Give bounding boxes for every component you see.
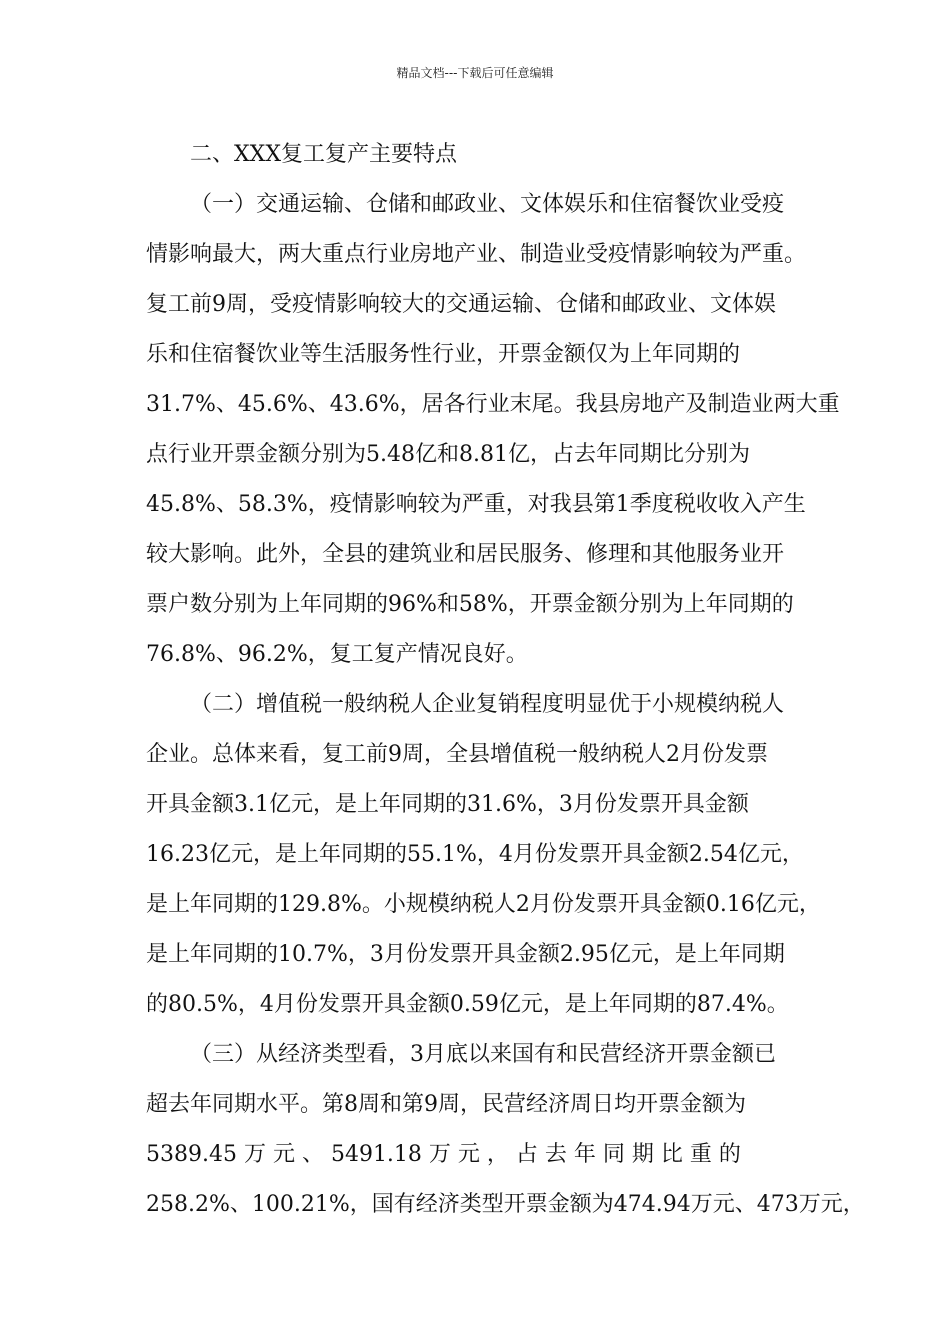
paragraph-line: 开具金额3.1亿元，是上年同期的31.6%，3月份发票开具金额: [146, 792, 749, 817]
paragraph-line: 企业。总体来看，复工前9周，全县增值税一般纳税人2月份发票: [146, 742, 768, 767]
paragraph-line: 复工前9周，受疫情影响较大的交通运输、仓储和邮政业、文体娱: [146, 292, 776, 317]
paragraph-line: 16.23亿元，是上年同期的55.1%，4月份发票开具金额2.54亿元，: [146, 842, 804, 867]
paragraph-line: 点行业开票金额分别为5.48亿和8.81亿，占去年同期比分别为: [146, 442, 750, 467]
paragraph-line: 是上年同期的129.8%。小规模纳税人2月份发票开具金额0.16亿元，: [146, 892, 821, 917]
paragraph-line: 的80.5%，4月份发票开具金额0.59亿元，是上年同期的87.4%。: [146, 992, 789, 1017]
paragraph-line: 5389.45 万 元 、 5491.18 万 元 ， 占 去 年 同 期 比 重 的: [146, 1142, 741, 1167]
paragraph-line: 76.8%、96.2%，复工复产情况良好。: [146, 642, 528, 667]
section-heading: 二、XXX复工复产主要特点: [190, 142, 457, 167]
paragraph-line: 票户数分别为上年同期的96%和58%，开票金额分别为上年同期的: [146, 592, 794, 617]
paragraph-line: （二）增值税一般纳税人企业复销程度明显优于小规模纳税人: [190, 692, 785, 717]
paragraph-line: 是上年同期的10.7%，3月份发票开具金额2.95亿元，是上年同期: [146, 942, 785, 967]
paragraph-line: 超去年同期水平。第8周和第9周，民营经济周日均开票金额为: [146, 1092, 746, 1117]
paragraph-2: [146, 680, 826, 1030]
paragraph-line: 258.2%、100.21%，国有经济类型开票金额为474.94万元、473万元，: [146, 1192, 865, 1217]
paragraph-3: [146, 1030, 865, 1230]
page-header: 精品文档---下载后可任意编辑: [396, 66, 554, 80]
paragraph-line: 31.7%、45.6%、43.6%，居各行业末尾。我县房地产及制造业两大重: [146, 392, 840, 417]
paragraph-line: 情影响最大，两大重点行业房地产业、制造业受疫情影响较为严重。: [146, 242, 807, 267]
paragraph-line: （三）从经济类型看，3月底以来国有和民营经济开票金额已: [190, 1042, 776, 1067]
paragraph-line: 乐和住宿餐饮业等生活服务性行业，开票金额仅为上年同期的: [146, 342, 741, 367]
paragraph-line: 较大影响。此外，全县的建筑业和居民服务、修理和其他服务业开: [146, 542, 785, 567]
document-body: [146, 130, 865, 1230]
paragraph-1: [146, 180, 840, 680]
paragraph-line: （一）交通运输、仓储和邮政业、文体娱乐和住宿餐饮业受疫: [190, 192, 785, 217]
paragraph-line: 45.8%、58.3%，疫情影响较为严重，对我县第1季度税收收入产生: [146, 492, 806, 517]
